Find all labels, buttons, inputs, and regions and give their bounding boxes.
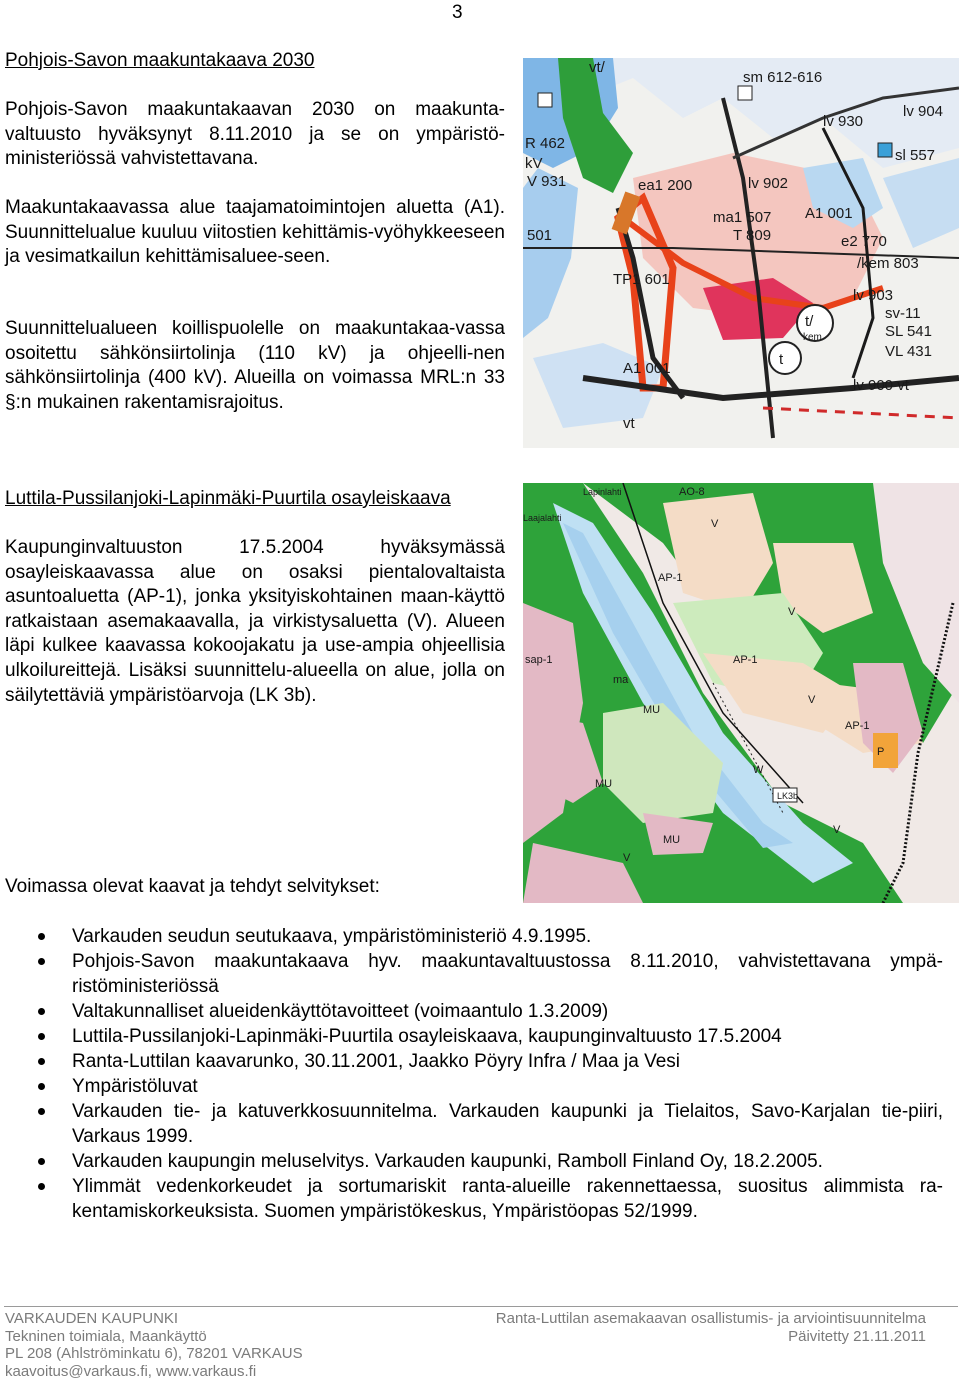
map2-label: AO-8 <box>679 486 705 498</box>
list-item <box>38 1024 943 1049</box>
footer-department: Tekninen toimiala, Maankäyttö <box>5 1328 303 1346</box>
map2-label: V <box>623 852 631 864</box>
map1-label: sv-11 <box>885 305 921 322</box>
list-item-text: Ympäristöluvat <box>72 1076 198 1097</box>
master-plan-map-graphic <box>523 483 959 903</box>
list-item-text: Ylimmät vedenkorkeudet ja sortumariskit ranta-alueille rakennettaessa, suositus alimmista ra-kentamiskorkeuksista. Suomen ympäristökeskus, Ympäristöopas 52/1999. <box>72 1176 943 1222</box>
map1-label: ma1 507 <box>713 209 771 226</box>
map1-label: lv 930 <box>823 113 863 130</box>
map1-label: sl 557 <box>895 147 935 164</box>
map1-label: VL 431 <box>885 343 932 360</box>
map1-label: A1 001 <box>623 360 671 377</box>
list-item-text: Pohjois-Savon maakuntakaava hyv. maakuntavaltuustossa 8.11.2010, vahvistettavana ympä-ristöministeriössä <box>72 951 943 997</box>
list-item <box>38 1174 943 1224</box>
section3-heading: Voimassa olevat kaavat ja tehdyt selvitykset: <box>5 876 380 898</box>
list-item-text: Varkauden tie- ja katuverkkosuunnitelma. Varkauden kaupunki ja Tielaitos, Savo-Karjalan tie-piiri, Varkaus 1999. <box>72 1101 943 1147</box>
map2-label: W <box>753 764 764 776</box>
map1-label: lv 903 <box>853 287 893 304</box>
map1-label: /kem 803 <box>857 255 919 272</box>
bullet-icon <box>38 1158 45 1165</box>
list-item <box>38 949 943 999</box>
section1-paragraph-2: Maakuntakaavassa alue taajamatoimintojen aluetta (A1). Suunnittelualue kuuluu viitostien kehittämis-vyöhykkeeseen ja vesimatkailun kehittämisaluee-seen. <box>5 196 505 270</box>
list-item-text: Varkauden seudun seutukaava, ympäristöministeriö 4.9.1995. <box>72 926 591 947</box>
bullet-icon <box>38 1058 45 1065</box>
map2-label: AP-1 <box>733 654 757 666</box>
bullet-icon <box>38 1108 45 1115</box>
bullet-icon <box>38 958 45 965</box>
footer-organization: VARKAUDEN KAUPUNKI <box>5 1310 303 1328</box>
map2-label: V <box>711 518 719 530</box>
regional-plan-map-graphic <box>523 58 959 448</box>
map1-label: A1 001 <box>805 205 853 222</box>
map2-label: V <box>833 824 841 836</box>
map1-label: TP1 601 <box>613 271 670 288</box>
map2-label: sap-1 <box>525 654 553 666</box>
map1-label: t/ <box>805 313 814 330</box>
regional-plan-map <box>523 58 959 448</box>
map1-label: ea1 200 <box>638 177 692 194</box>
footer-divider <box>4 1306 958 1307</box>
map1-label: lv 904 <box>903 103 943 120</box>
section2-paragraph: Kaupunginvaltuuston 17.5.2004 hyväksymässä osayleiskaavassa alue on osaksi pientalovaltaista asuntoaluetta (AP-1), jonka yksityiskohtainen maan-käyttö ratkaistaan asemakaavalla, ja virkistysaluetta (V). Alueen läpi kulkee kaavassa kokoojakatu ja use-ampia ohjeellisia ulkoilureittejä. Lisäksi suunnittelu-alueella on alue, jolla on säilytettäviä ympäristöarvoja (LK 3b). <box>5 536 505 708</box>
map2-label: AP-1 <box>658 572 682 584</box>
list-item-text: Luttila-Pussilanjoki-Lapinmäki-Puurtila osayleiskaava, kaupunginvaltuusto 17.5.2004 <box>72 1026 782 1047</box>
map2-label: V <box>808 694 816 706</box>
bullet-icon <box>38 1008 45 1015</box>
page-number: 3 <box>452 2 463 24</box>
footer-left <box>5 1310 303 1380</box>
footer-right <box>496 1310 926 1345</box>
list-item <box>38 999 943 1024</box>
map1-label: V 931 <box>527 173 566 190</box>
map1-label: T 809 <box>733 227 771 244</box>
footer-address: PL 208 (Ahlströminkatu 6), 78201 VARKAUS <box>5 1345 303 1363</box>
list-item <box>38 924 943 949</box>
footer-document-title: Ranta-Luttilan asemakaavan osallistumis- ja arviointisuunnitelma <box>496 1310 926 1328</box>
map1-label: kV <box>525 155 543 172</box>
list-item-text: Varkauden kaupungin meluselvitys. Varkauden kaupunki, Ramboll Finland Oy, 18.2.2005. <box>72 1151 823 1172</box>
map2-label: MU <box>595 778 612 790</box>
map1-label: kem <box>803 332 822 343</box>
map1-label: SL 541 <box>885 323 932 340</box>
map2-label: MU <box>643 704 660 716</box>
map2-label: Laajalahti <box>523 513 562 523</box>
master-plan-map <box>523 483 959 903</box>
map2-label: MU <box>663 834 680 846</box>
bullet-icon <box>38 1183 45 1190</box>
map1-label: 501 <box>527 227 552 244</box>
section1-paragraph-3: Suunnittelualueen koillispuolelle on maakuntakaa-vassa osoitettu sähkönsiirtolinja (110 kV) ja ohjeelli-nen sähkönsiirtolinja (400 kV). Alueilla on voimassa MRL:n 33 §:n mukainen rakentamisrajoitus. <box>5 317 505 415</box>
bullet-icon <box>38 1033 45 1040</box>
map1-label: lv 902 <box>748 175 788 192</box>
map2-label: ma <box>613 674 629 686</box>
map1-label: t <box>779 351 784 368</box>
list-item-text: Valtakunnalliset alueidenkäyttötavoitteet (voimaantulo 1.3.2009) <box>72 1001 608 1022</box>
plans-list <box>38 924 943 1224</box>
map1-label: R 462 <box>525 135 565 152</box>
map2-label: P <box>877 746 884 758</box>
map2-label: AP-1 <box>845 720 869 732</box>
map2-label: LK3b <box>777 791 798 801</box>
section1-heading: Pohjois-Savon maakuntakaava 2030 <box>5 50 314 72</box>
footer-updated-date: Päivitetty 21.11.2011 <box>496 1328 926 1346</box>
list-item <box>38 1099 943 1149</box>
map1-label: e2 770 <box>841 233 887 250</box>
map1-label: vt/ <box>589 59 606 76</box>
list-item <box>38 1049 943 1074</box>
map2-label: Lapinlahti <box>583 487 622 497</box>
map1-label: lv 900 vt <box>853 377 910 394</box>
bullet-icon <box>38 933 45 940</box>
list-item <box>38 1074 943 1099</box>
map1-label: vt <box>623 415 636 432</box>
list-item <box>38 1149 943 1174</box>
section1-paragraph-1: Pohjois-Savon maakuntakaavan 2030 on maakunta-valtuusto hyväksynyt 8.11.2010 ja se on ympäristö-ministeriössä vahvistettavana. <box>5 98 505 172</box>
section2-heading: Luttila-Pussilanjoki-Lapinmäki-Puurtila osayleiskaava <box>5 488 451 510</box>
map2-label: V <box>788 606 796 618</box>
footer-contact: kaavoitus@varkaus.fi, www.varkaus.fi <box>5 1363 303 1380</box>
list-item-text: Ranta-Luttilan kaavarunko, 30.11.2001, Jaakko Pöyry Infra / Maa ja Vesi <box>72 1051 680 1072</box>
map1-label: sm 612-616 <box>743 69 822 86</box>
bullet-icon <box>38 1083 45 1090</box>
